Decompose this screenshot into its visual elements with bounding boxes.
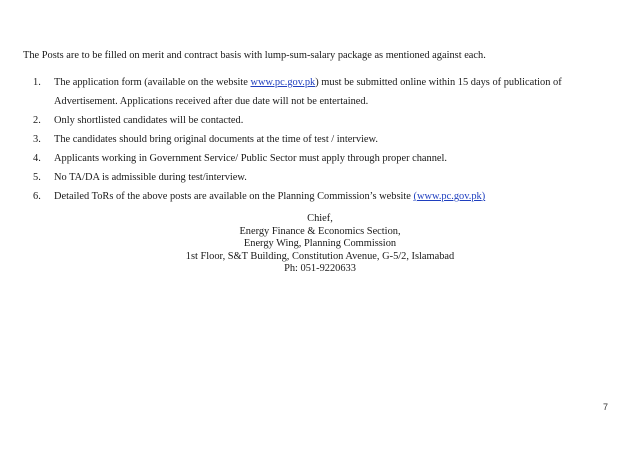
list-text: The candidates should bring original documents at the time of test / interview. <box>54 134 378 145</box>
list-number: 5. <box>33 172 41 183</box>
contact-address <box>0 213 640 276</box>
address-section: Energy Finance & Economics Section, <box>239 225 401 237</box>
list-number: 3. <box>33 134 41 145</box>
website-link[interactable]: (www.pc.gov.pk) <box>413 191 486 202</box>
list-item <box>33 187 562 206</box>
list-text: Detailed ToRs of the above posts are available on the Planning Commission’s website <box>54 191 414 202</box>
list-text: ) must be submitted online within 15 days of publication of <box>315 77 562 88</box>
list-item <box>33 111 562 130</box>
list-item-continuation <box>33 92 562 111</box>
list-text: Advertisement. Applications received after due date will not be entertained. <box>54 96 369 107</box>
list-item <box>33 168 562 187</box>
list-text: Applicants working in Government Service/ Public Sector must apply through proper channel. <box>54 153 448 164</box>
address-phone: Ph: 051-9220633 <box>284 263 356 275</box>
list-number: 6. <box>33 191 41 202</box>
list-item <box>33 73 562 92</box>
address-wing: Energy Wing, Planning Commission <box>243 238 397 250</box>
list-text: Only shortlisted candidates will be contacted. <box>54 115 244 126</box>
list-number: 2. <box>33 115 41 126</box>
page-number: 7 <box>603 402 609 412</box>
website-link[interactable]: www.pc.gov.pk <box>250 77 316 88</box>
list-text: No TA/DA is admissible during test/interview. <box>54 172 247 183</box>
address-location: 1st Floor, S&T Building, Constitution Avenue, G-5/2, Islamabad <box>185 250 455 262</box>
list-number: 4. <box>33 153 41 164</box>
list-number: 1. <box>33 77 41 88</box>
conditions-list <box>33 73 562 206</box>
address-title: Chief, <box>307 213 333 224</box>
list-item <box>33 149 562 168</box>
list-text: The application form (available on the website <box>54 77 251 88</box>
list-item <box>33 130 562 149</box>
intro-paragraph: The Posts are to be filled on merit and contract basis with lump-sum-salary package as mentioned against each. <box>23 50 486 62</box>
